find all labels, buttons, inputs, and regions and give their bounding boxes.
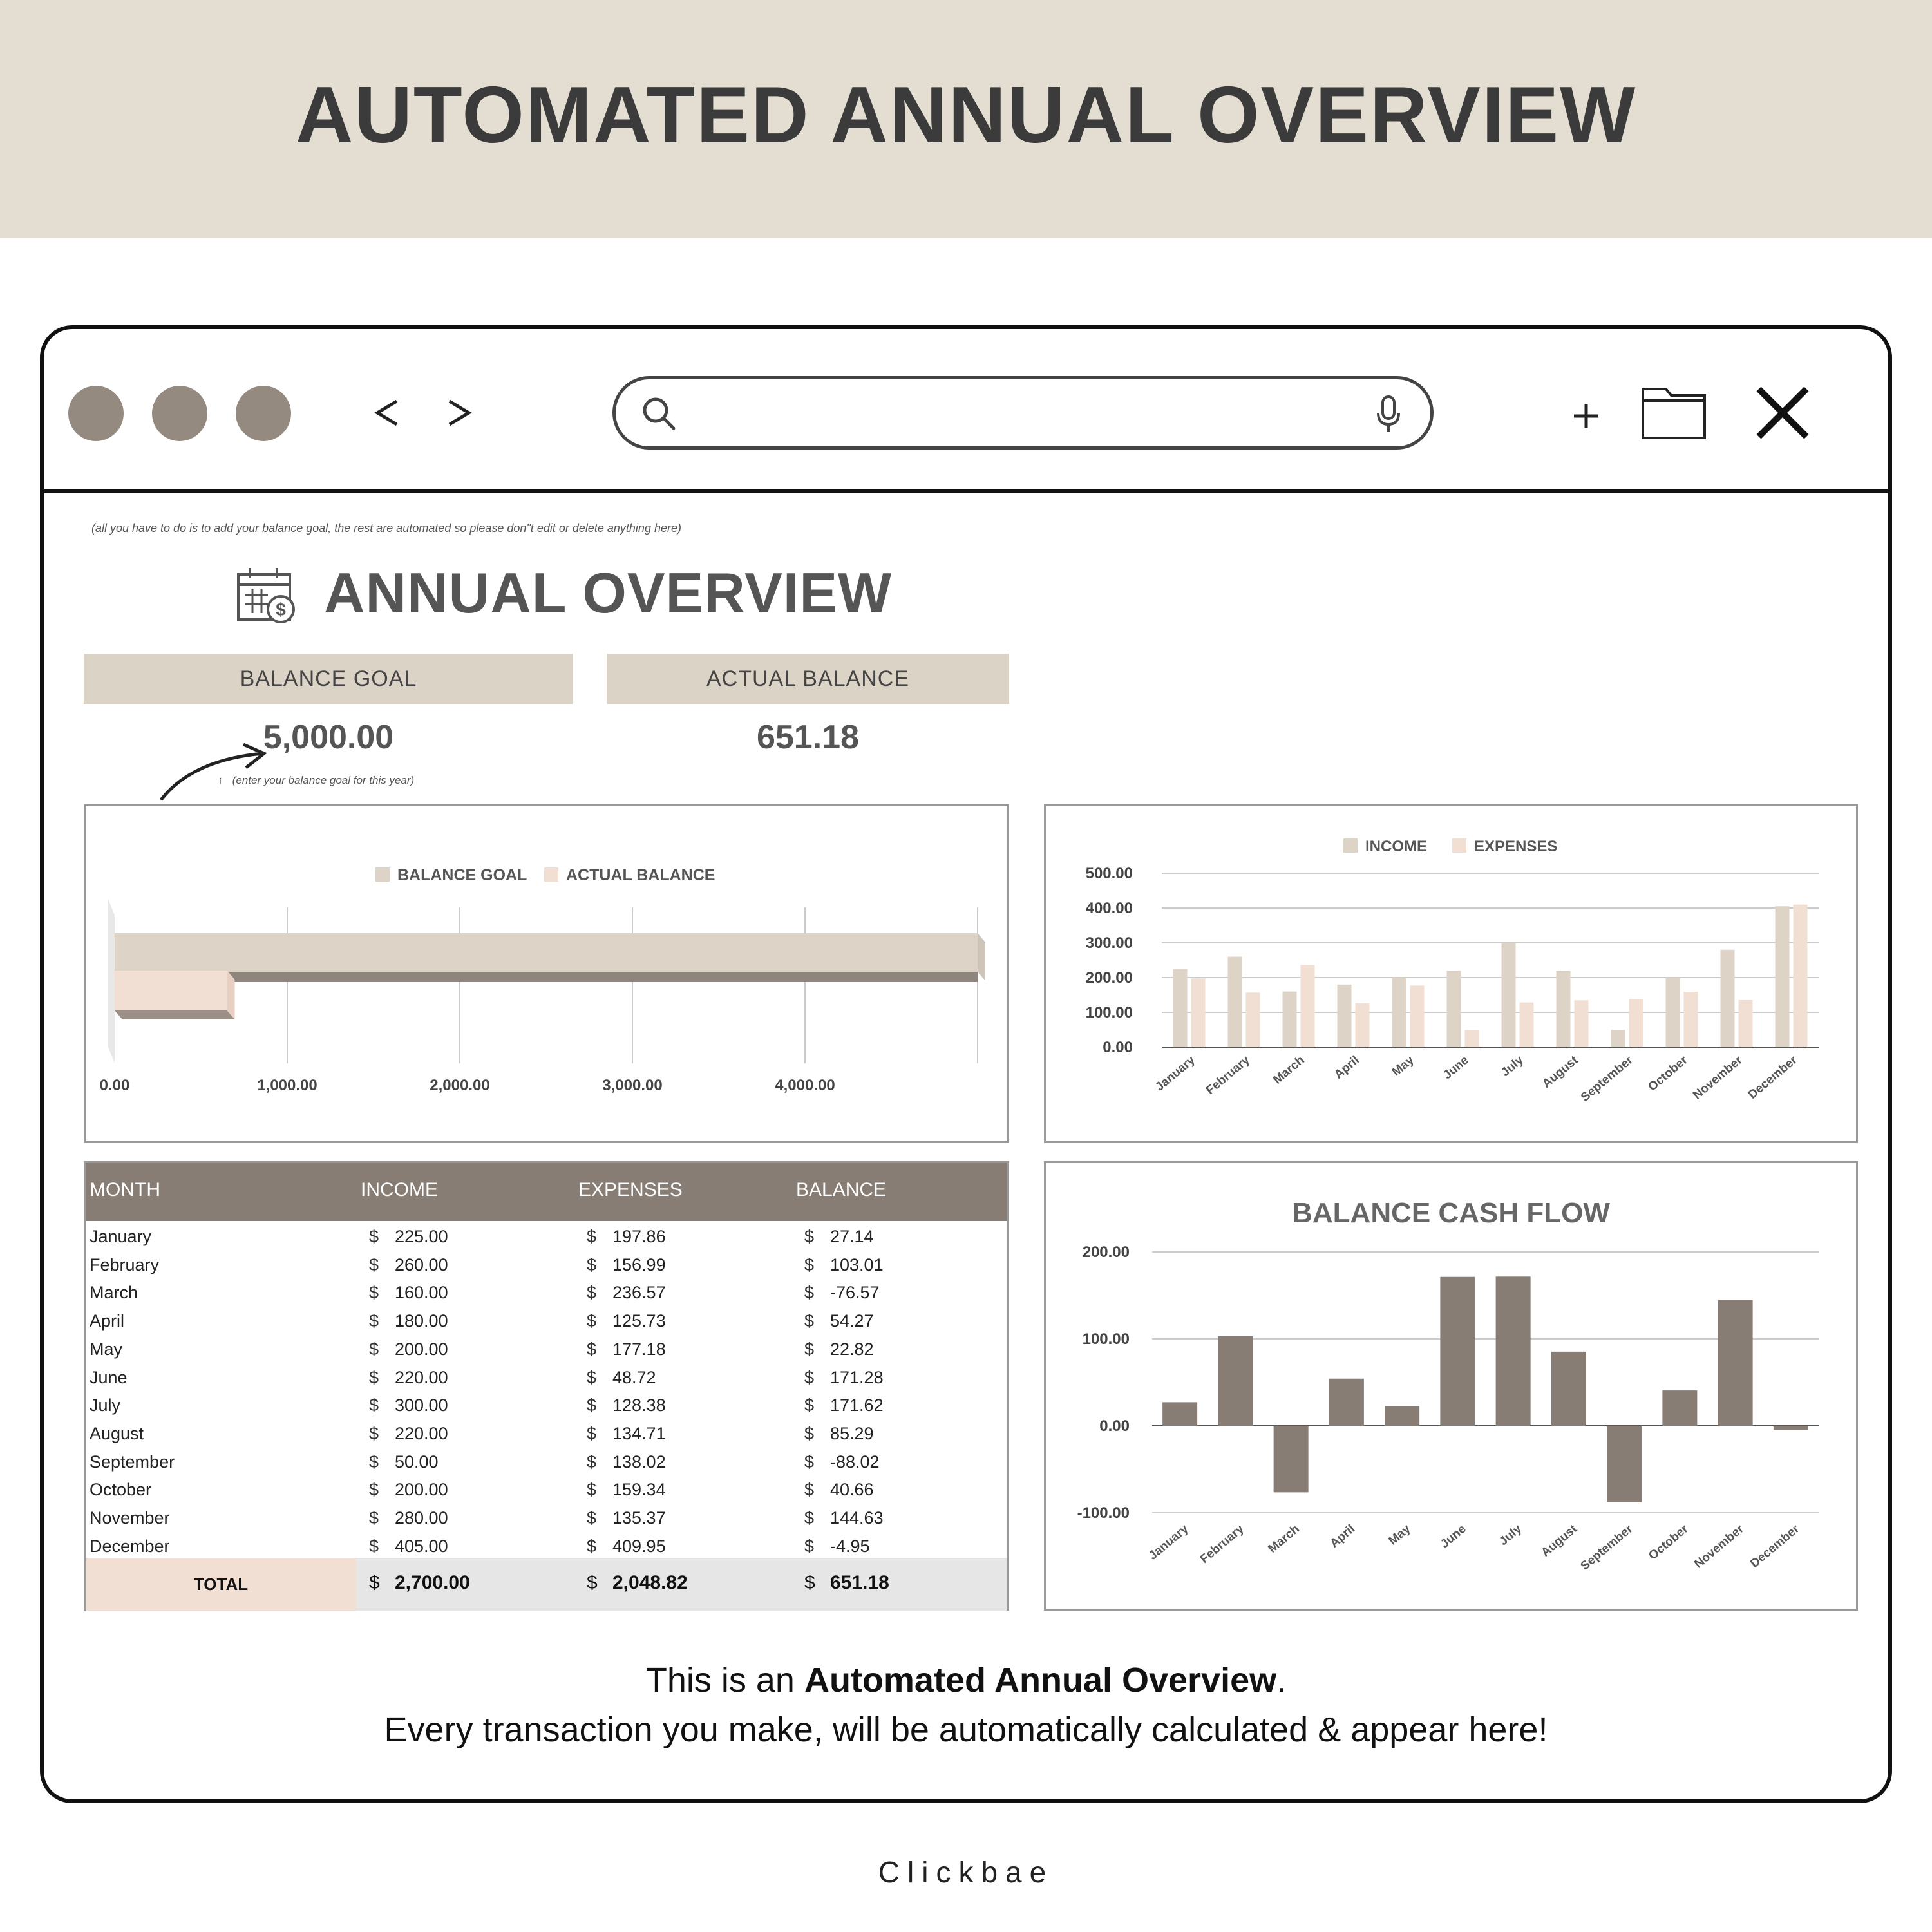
brand-name: Clickbae	[878, 1855, 1054, 1889]
cell-income: 220.00	[395, 1423, 448, 1443]
bar-cashflow	[1551, 1352, 1586, 1426]
close-button[interactable]	[1750, 381, 1815, 445]
cell-balance: 85.29	[830, 1423, 874, 1443]
y-tick-label: 300.00	[1085, 934, 1133, 952]
bar-goal	[115, 933, 978, 972]
x-tick-label: 4,000.00	[775, 1077, 835, 1094]
currency-sign: $	[369, 1311, 379, 1331]
currency-sign: $	[369, 1396, 379, 1416]
currency-sign: $	[804, 1452, 815, 1472]
currency-sign: $	[587, 1311, 597, 1331]
currency-sign: $	[804, 1396, 815, 1416]
goal-note-text: (enter your balance goal for this year)	[232, 774, 415, 786]
cell-month: March	[90, 1283, 138, 1303]
bar-cashflow	[1607, 1426, 1642, 1502]
bar-cashflow	[1274, 1426, 1309, 1492]
bar-goal-shadow	[128, 972, 978, 982]
income-expense-panel	[1044, 804, 1858, 1143]
y-tick-label: -100.00	[1077, 1504, 1130, 1522]
bar-income	[1666, 978, 1680, 1047]
window-dot-2[interactable]	[152, 386, 207, 441]
actual-balance-header: ACTUAL BALANCE	[607, 654, 1009, 704]
bar-income	[1392, 978, 1406, 1047]
caption-line2: Every transaction you make, will be automatically calculated & appear here!	[384, 1710, 1548, 1749]
legend-swatch-goal	[375, 867, 390, 882]
currency-sign: $	[369, 1283, 379, 1303]
x-tick-label: July	[1497, 1522, 1524, 1549]
table-row	[86, 1506, 1007, 1534]
bar-actual-shadow	[115, 1010, 235, 1019]
currency-sign: $	[587, 1339, 597, 1359]
cell-month: October	[90, 1480, 152, 1500]
legend-swatch-actual	[544, 867, 558, 882]
cell-expenses: 156.99	[612, 1255, 666, 1274]
cell-balance: 144.63	[830, 1508, 884, 1528]
new-tab-button[interactable]	[1564, 393, 1609, 439]
x-tick-label: January	[1153, 1053, 1198, 1094]
window-dot-3[interactable]	[236, 386, 291, 441]
cell-balance: -4.95	[830, 1536, 870, 1556]
cell-balance: 103.01	[830, 1255, 884, 1274]
currency-sign: $	[587, 1452, 597, 1472]
cell-expenses: 197.86	[612, 1227, 666, 1246]
cell-income: 220.00	[395, 1367, 448, 1387]
x-tick-label: October	[1645, 1053, 1690, 1094]
x-tick-label: January	[1146, 1522, 1191, 1563]
table-row	[86, 1309, 1007, 1337]
col-expenses: EXPENSES	[578, 1179, 683, 1200]
currency-sign: $	[369, 1339, 379, 1359]
y-tick-label: 500.00	[1085, 865, 1133, 882]
x-tick-label: August	[1539, 1522, 1580, 1560]
cell-month: November	[90, 1508, 170, 1528]
table-row	[86, 1477, 1007, 1506]
x-tick-label: February	[1203, 1053, 1253, 1098]
search-bar[interactable]	[612, 376, 1434, 450]
currency-sign: $	[804, 1339, 815, 1359]
y-tick-label: 0.00	[1099, 1417, 1130, 1435]
arrow-icon	[153, 734, 282, 805]
y-tick-label: 100.00	[1085, 1004, 1133, 1021]
currency-sign: $	[804, 1227, 815, 1246]
currency-sign: $	[804, 1311, 815, 1331]
bar-cashflow	[1218, 1336, 1253, 1426]
bar-expenses	[1684, 992, 1698, 1047]
total-balance: 651.18	[830, 1572, 889, 1593]
table-row	[86, 1365, 1007, 1394]
x-tick-label: June	[1438, 1522, 1469, 1551]
bar-income	[1721, 950, 1735, 1047]
cell-balance: 22.82	[830, 1339, 874, 1359]
bar-actual	[115, 971, 227, 1010]
x-tick-label: 3,000.00	[602, 1077, 663, 1094]
cell-income: 280.00	[395, 1508, 448, 1528]
currency-sign: $	[587, 1255, 597, 1274]
bar-expenses	[1410, 985, 1425, 1047]
goal-note	[218, 774, 414, 787]
x-tick-label: November	[1692, 1522, 1747, 1571]
x-tick-label: December	[1745, 1053, 1800, 1102]
bar-cashflow	[1662, 1390, 1697, 1426]
window-dot-1[interactable]	[68, 386, 124, 441]
x-tick-label: May	[1389, 1053, 1417, 1079]
bar-cashflow	[1774, 1426, 1808, 1430]
cell-expenses: 125.73	[612, 1311, 666, 1331]
total-income: 2,700.00	[395, 1572, 470, 1593]
currency-sign: $	[369, 1227, 379, 1246]
total-row	[86, 1558, 1007, 1611]
close-icon	[1754, 384, 1812, 442]
currency-sign: $	[369, 1536, 379, 1556]
currency-sign: $	[369, 1480, 379, 1500]
col-month: MONTH	[90, 1179, 160, 1200]
bar-expenses	[1191, 978, 1206, 1047]
table-row	[86, 1280, 1007, 1309]
table-header	[86, 1163, 1007, 1221]
x-tick-label: April	[1327, 1522, 1358, 1551]
currency-sign: $	[369, 1367, 379, 1387]
bar-expenses	[1575, 1000, 1589, 1047]
microphone-icon[interactable]	[1376, 395, 1401, 435]
y-tick-label: 200.00	[1082, 1244, 1130, 1261]
currency-sign: $	[804, 1480, 815, 1500]
caption-bold: Automated Annual Overview	[804, 1661, 1277, 1700]
cell-expenses: 134.71	[612, 1423, 666, 1443]
currency-sign: $	[587, 1423, 597, 1443]
bar-income	[1557, 971, 1571, 1047]
bar-income	[1228, 957, 1242, 1047]
currency-sign: $	[804, 1367, 815, 1387]
cell-balance: -76.57	[830, 1283, 880, 1303]
cell-expenses: 159.34	[612, 1480, 666, 1500]
cell-balance: 27.14	[830, 1227, 874, 1246]
back-button[interactable]	[365, 384, 410, 442]
cashflow-chart	[1046, 1163, 1856, 1609]
table-row	[86, 1393, 1007, 1421]
cell-balance: 171.28	[830, 1367, 884, 1387]
currency-sign: $	[587, 1396, 597, 1416]
cell-expenses: 177.18	[612, 1339, 666, 1359]
plus-icon	[1570, 400, 1602, 432]
cell-balance: 40.66	[830, 1480, 874, 1500]
goal-chart-panel	[84, 804, 1009, 1143]
currency-sign: $	[587, 1367, 597, 1387]
currency-sign: $	[804, 1508, 815, 1528]
forward-button[interactable]	[437, 384, 482, 442]
x-tick-label: May	[1386, 1522, 1414, 1548]
bar-income	[1283, 992, 1297, 1047]
currency-sign: $	[369, 1423, 379, 1443]
chevron-left-icon	[371, 393, 403, 432]
cell-month: December	[90, 1536, 170, 1556]
cell-income: 200.00	[395, 1480, 448, 1500]
x-tick-label: February	[1197, 1522, 1247, 1567]
y-tick-label: 100.00	[1082, 1331, 1130, 1348]
bar-expenses	[1739, 1000, 1753, 1047]
balance-goal-value[interactable]: 5,000.00	[263, 719, 394, 756]
currency-sign: $	[587, 1227, 597, 1246]
bar-income	[1776, 906, 1790, 1047]
bar-cashflow	[1496, 1276, 1531, 1426]
caption-line1	[44, 1660, 1888, 1700]
legend-swatch-expenses	[1452, 838, 1466, 853]
currency-sign: $	[587, 1536, 597, 1556]
x-tick-label: March	[1265, 1522, 1302, 1556]
bar-income	[1447, 971, 1461, 1047]
bar-income	[1502, 943, 1516, 1047]
cell-month: April	[90, 1311, 125, 1331]
y-tick-label: 0.00	[1103, 1039, 1133, 1056]
balance-goal-header: BALANCE GOAL	[84, 654, 573, 704]
cell-month: January	[90, 1227, 152, 1246]
cell-income: 405.00	[395, 1536, 448, 1556]
cell-expenses: 409.95	[612, 1536, 666, 1556]
bar-cashflow	[1385, 1406, 1419, 1426]
x-tick-label: 2,000.00	[430, 1077, 490, 1094]
caption-post: .	[1276, 1661, 1287, 1700]
cashflow-panel	[1044, 1161, 1858, 1611]
legend-label-income: INCOME	[1365, 838, 1427, 855]
cell-expenses: 128.38	[612, 1396, 666, 1416]
bar-expenses	[1246, 992, 1260, 1047]
total-label: TOTAL	[86, 1558, 356, 1611]
cell-month: July	[90, 1396, 121, 1416]
bar-expenses	[1301, 965, 1315, 1047]
cell-expenses: 236.57	[612, 1283, 666, 1303]
x-tick-label: March	[1271, 1053, 1307, 1087]
bar-income	[1338, 985, 1352, 1047]
browser-toolbar	[44, 329, 1888, 493]
x-tick-label: August	[1540, 1053, 1581, 1091]
sheet-title: ANNUAL OVERVIEW	[324, 561, 893, 625]
calendar-dollar-icon	[236, 567, 298, 625]
svg-text:$: $	[276, 600, 286, 620]
cell-income: 200.00	[395, 1339, 448, 1359]
cell-expenses: 138.02	[612, 1452, 666, 1472]
legend-label-goal: BALANCE GOAL	[397, 866, 527, 884]
legend-swatch-income	[1343, 838, 1358, 853]
caption-pre: This is an	[645, 1661, 804, 1700]
chart-title: BALANCE CASH FLOW	[1292, 1197, 1610, 1229]
legend-label-expenses: EXPENSES	[1474, 838, 1558, 855]
currency-sign: $	[369, 1255, 379, 1274]
total-expenses: 2,048.82	[612, 1572, 688, 1593]
table-row	[86, 1421, 1007, 1450]
x-tick-label: April	[1332, 1053, 1362, 1082]
x-tick-label: September	[1578, 1053, 1636, 1104]
currency-sign: $	[587, 1480, 597, 1500]
bar-expenses	[1356, 1003, 1370, 1047]
legend-label-actual: ACTUAL BALANCE	[566, 866, 715, 884]
instruction-note: (all you have to do is to add your balance goal, the rest are automated so please don"t edit or delete anything here)	[91, 522, 681, 535]
bar-cashflow	[1718, 1300, 1753, 1426]
cell-income: 225.00	[395, 1227, 448, 1246]
cell-balance: -88.02	[830, 1452, 880, 1472]
cell-balance: 171.62	[830, 1396, 884, 1416]
cell-month: August	[90, 1423, 144, 1443]
cell-expenses: 135.37	[612, 1508, 666, 1528]
cell-month: May	[90, 1339, 123, 1359]
col-income: INCOME	[361, 1179, 438, 1200]
currency-sign: $	[369, 1452, 379, 1472]
bar-cashflow	[1162, 1402, 1197, 1426]
spreadsheet-content	[44, 496, 1888, 1803]
bar-expenses	[1465, 1030, 1479, 1047]
monthly-table	[84, 1161, 1009, 1611]
cell-month: June	[90, 1367, 128, 1387]
cell-expenses: 48.72	[612, 1367, 656, 1387]
goal-note-mark: ↑	[218, 774, 223, 786]
cell-income: 180.00	[395, 1311, 448, 1331]
bar-income	[1173, 969, 1188, 1048]
cell-month: September	[90, 1452, 175, 1472]
table-row	[86, 1253, 1007, 1281]
x-tick-label: 1,000.00	[257, 1077, 317, 1094]
x-tick-label: November	[1690, 1053, 1745, 1103]
x-tick-label: September	[1578, 1522, 1636, 1573]
actual-balance-value: 651.18	[756, 719, 860, 756]
axis-wall	[108, 899, 115, 1063]
folder-button[interactable]	[1638, 381, 1709, 442]
currency-sign: $	[804, 1423, 815, 1443]
currency-sign: $	[804, 1283, 815, 1303]
cell-income: 260.00	[395, 1255, 448, 1274]
currency-sign: $	[804, 1255, 815, 1274]
folder-icon	[1640, 383, 1707, 440]
cell-balance: 54.27	[830, 1311, 874, 1331]
x-tick-label: December	[1748, 1522, 1803, 1571]
currency-sign: $	[804, 1536, 815, 1556]
bar-income	[1611, 1030, 1625, 1047]
table-row	[86, 1450, 1007, 1478]
cell-month: February	[90, 1255, 160, 1274]
header-banner	[0, 0, 1932, 238]
x-tick-label: June	[1441, 1053, 1472, 1083]
x-tick-label: July	[1499, 1053, 1526, 1080]
bar-cashflow	[1329, 1379, 1364, 1426]
x-tick-label: 0.00	[99, 1077, 130, 1094]
bar-goal-side	[978, 933, 985, 981]
total-expenses-currency: $	[587, 1572, 598, 1593]
chevron-right-icon	[443, 393, 475, 432]
bar-expenses	[1794, 905, 1808, 1047]
currency-sign: $	[587, 1508, 597, 1528]
bar-expenses	[1520, 1003, 1534, 1047]
banner-title: AUTOMATED ANNUAL OVERVIEW	[295, 71, 1637, 160]
bar-cashflow	[1440, 1277, 1475, 1426]
currency-sign: $	[587, 1283, 597, 1303]
currency-sign: $	[369, 1508, 379, 1528]
y-tick-label: 400.00	[1085, 900, 1133, 917]
total-balance-currency: $	[804, 1572, 815, 1593]
browser-window	[40, 325, 1892, 1803]
cell-income: 300.00	[395, 1396, 448, 1416]
bar-expenses	[1629, 999, 1643, 1047]
y-tick-label: 200.00	[1085, 969, 1133, 987]
search-icon	[640, 395, 679, 433]
cell-income: 50.00	[395, 1452, 439, 1472]
total-income-currency: $	[369, 1572, 380, 1593]
col-balance: BALANCE	[796, 1179, 887, 1200]
x-tick-label: October	[1646, 1522, 1691, 1563]
cell-income: 160.00	[395, 1283, 448, 1303]
table-row	[86, 1224, 1007, 1253]
income-expense-chart	[1046, 806, 1856, 1141]
table-row	[86, 1337, 1007, 1365]
goal-bar-chart	[86, 806, 1007, 1141]
